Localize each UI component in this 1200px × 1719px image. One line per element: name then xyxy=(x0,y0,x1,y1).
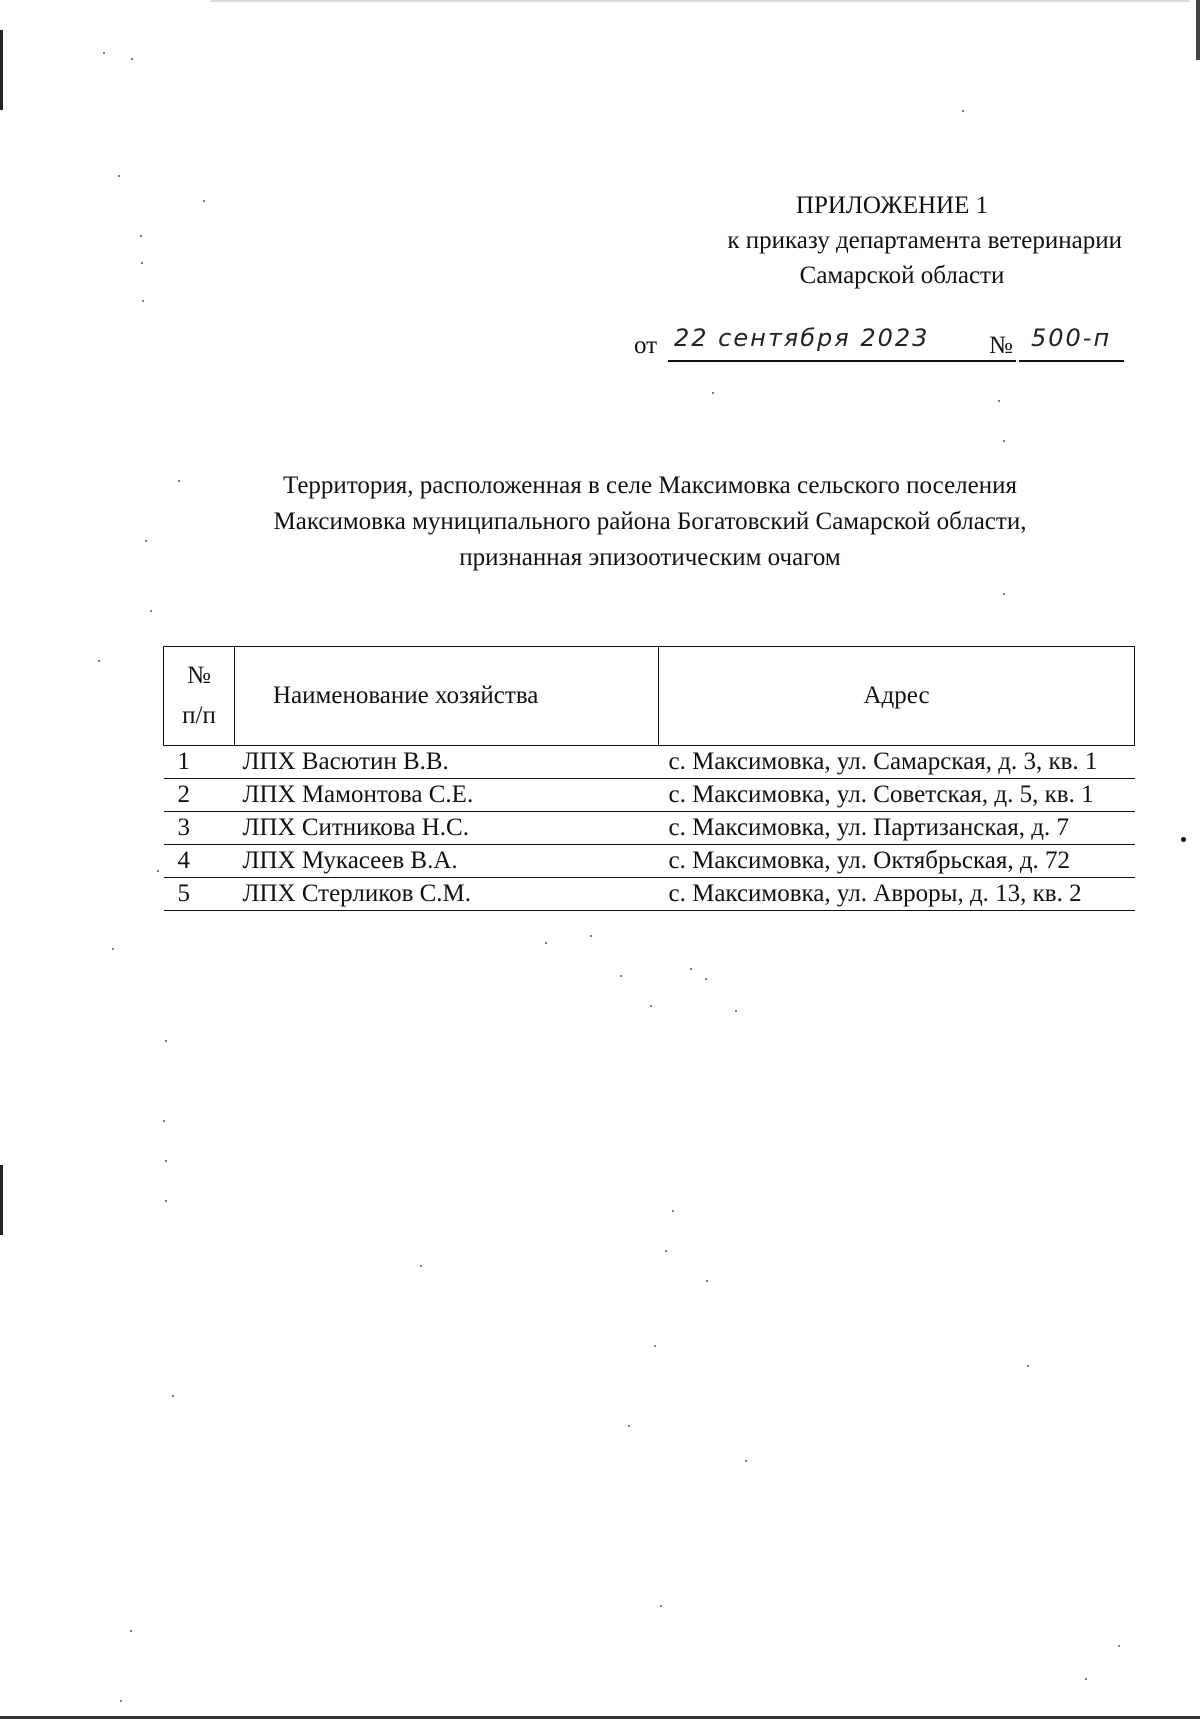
scan-speck xyxy=(142,300,144,302)
scan-edge-mark xyxy=(0,30,3,110)
row-address: с. Максимовка, ул. Авроры, д. 13, кв. 2 xyxy=(659,878,1135,911)
scan-speck xyxy=(172,1395,174,1397)
scan-edge-mark xyxy=(210,0,1190,2)
row-farm-name: ЛПХ Ситникова Н.С. xyxy=(235,812,659,845)
row-address: с. Максимовка, ул. Октябрьская, д. 72 xyxy=(659,845,1135,878)
row-address: с. Максимовка, ул. Партизанская, д. 7 xyxy=(659,812,1135,845)
scan-speck xyxy=(690,968,692,970)
scan-speck xyxy=(150,610,152,612)
scan-speck xyxy=(545,942,547,944)
column-header-number-pp: п/п xyxy=(182,702,216,729)
column-header-address: Адрес xyxy=(659,647,1135,746)
row-number: 3 xyxy=(164,812,235,845)
scan-speck xyxy=(112,948,114,950)
scan-speck xyxy=(1027,1365,1029,1367)
scan-speck xyxy=(712,392,714,394)
row-farm-name: ЛПХ Васютин В.В. xyxy=(235,746,659,779)
scan-speck xyxy=(120,1700,122,1702)
table-row xyxy=(164,746,1135,779)
table-row xyxy=(164,812,1135,845)
scan-speck xyxy=(590,935,592,937)
order-date-field xyxy=(668,324,1016,362)
row-number: 2 xyxy=(164,779,235,812)
scan-speck xyxy=(98,660,100,662)
row-number: 5 xyxy=(164,878,235,911)
row-number: 4 xyxy=(164,845,235,878)
scan-speck xyxy=(130,1630,132,1632)
scan-speck xyxy=(962,110,964,112)
scan-edge-mark xyxy=(1196,0,1200,60)
scan-speck xyxy=(103,52,105,54)
scan-speck xyxy=(1085,1678,1087,1680)
scan-speck xyxy=(118,175,120,177)
scan-speck xyxy=(157,870,159,872)
table-row xyxy=(164,779,1135,812)
row-farm-name: ЛПХ Мукасеев В.А. xyxy=(235,845,659,878)
scan-speck xyxy=(706,1280,708,1282)
table-header-row xyxy=(164,647,1135,746)
scan-speck xyxy=(420,1265,422,1267)
scan-speck xyxy=(165,1160,167,1162)
heading-line: Территория, расположенная в селе Максимовка сельского поселения xyxy=(283,472,1017,499)
heading-line: признанная эпизоотическим очагом xyxy=(459,544,841,571)
scan-speck xyxy=(660,1605,662,1607)
order-date-handwritten: 22 сентября 2023 xyxy=(674,324,930,352)
heading-line: Максимовка муниципального района Богатовский Самарской области, xyxy=(273,508,1027,535)
scan-speck xyxy=(620,975,622,977)
row-number: 1 xyxy=(164,746,235,779)
scan-speck xyxy=(141,262,143,264)
scan-speck xyxy=(672,1210,674,1212)
row-farm-name: ЛПХ Стерликов С.М. xyxy=(235,878,659,911)
scan-speck xyxy=(628,1425,630,1427)
scan-speck xyxy=(1118,1645,1120,1647)
appendix-header xyxy=(602,188,1122,293)
column-header-number-sign: № xyxy=(187,662,211,689)
scan-speck xyxy=(1181,837,1186,842)
scan-speck xyxy=(650,1005,652,1007)
appendix-order-reference: к приказу департамента ветеринарии xyxy=(727,227,1122,254)
scan-edge-mark xyxy=(0,1165,3,1235)
order-number-label: № xyxy=(989,332,1013,359)
scan-speck xyxy=(1003,593,1005,595)
scan-speck xyxy=(705,978,707,980)
column-header-number xyxy=(164,647,235,746)
scan-speck xyxy=(735,1010,737,1012)
row-address: с. Максимовка, ул. Советская, д. 5, кв. 1 xyxy=(659,779,1135,812)
table-row xyxy=(164,845,1135,878)
order-number-field xyxy=(1019,324,1124,362)
scan-speck xyxy=(165,1040,167,1042)
scan-speck xyxy=(665,1250,667,1252)
scan-speck xyxy=(131,58,133,60)
scan-speck xyxy=(1003,440,1005,442)
scan-speck xyxy=(745,1460,747,1462)
scan-speck xyxy=(145,540,147,542)
table-row xyxy=(164,878,1135,911)
order-date-number-line xyxy=(634,324,1124,370)
order-number-handwritten: 500-п xyxy=(1031,324,1112,352)
scan-speck xyxy=(178,480,180,482)
appendix-title: ПРИЛОЖЕНИЕ 1 xyxy=(795,192,989,219)
document-heading xyxy=(160,468,1140,576)
farms-table xyxy=(163,646,1135,911)
scan-speck xyxy=(140,235,142,237)
column-header-name: Наименование хозяйства xyxy=(235,647,659,746)
scan-speck xyxy=(165,1200,167,1202)
row-farm-name: ЛПХ Мамонтова С.Е. xyxy=(235,779,659,812)
order-from-label: от xyxy=(634,332,658,359)
scan-speck xyxy=(654,1345,656,1347)
scan-speck xyxy=(203,200,205,202)
scan-speck xyxy=(998,400,1000,402)
row-address: с. Максимовка, ул. Самарская, д. 3, кв. 1 xyxy=(659,746,1135,779)
appendix-region: Самарской области xyxy=(799,262,1005,289)
scan-speck xyxy=(163,1120,165,1122)
